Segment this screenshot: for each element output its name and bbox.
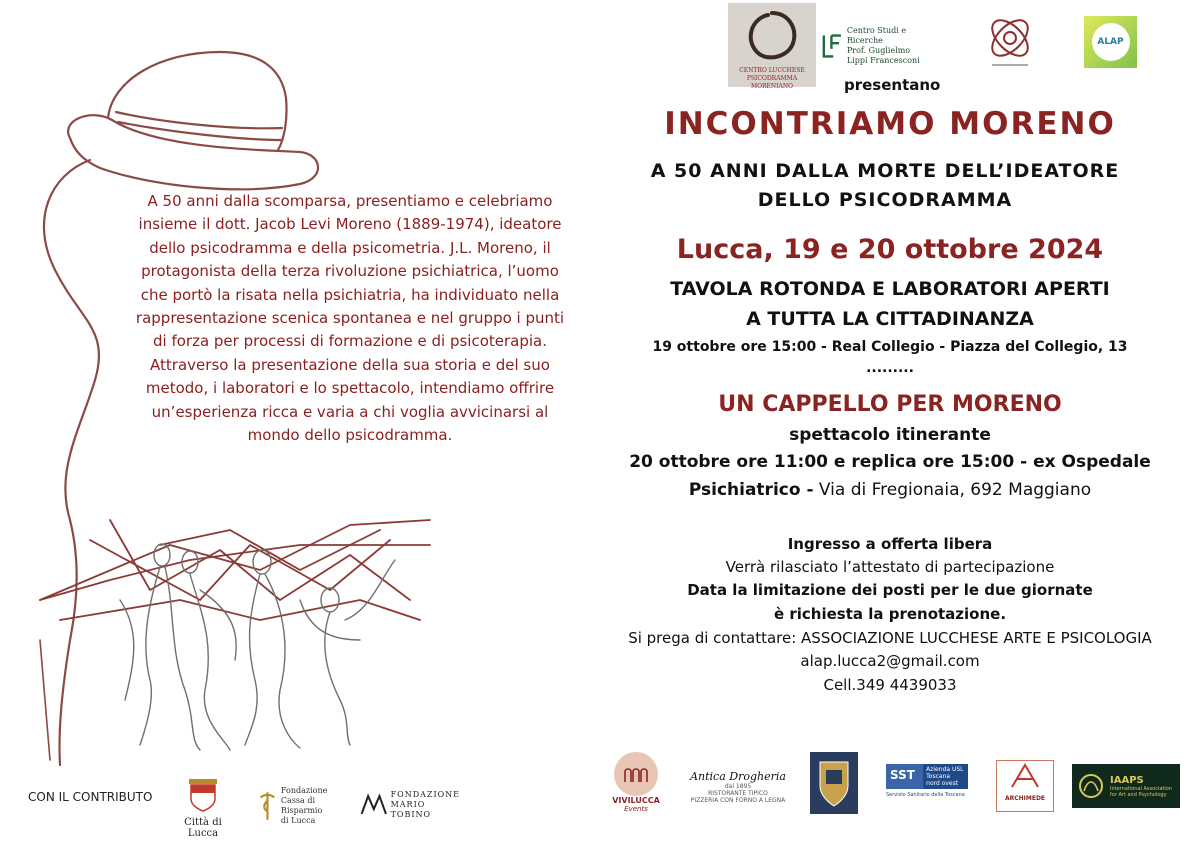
presentano: presentano: [844, 76, 941, 94]
studi-line-2: Prof. Guglielmo: [846, 46, 911, 55]
day2-rest: Via di Fregionaia, 692 Maggiano: [813, 480, 1092, 500]
tobino-line-2: MARIO TOBINO: [390, 800, 432, 819]
studi-line-3: Lippi Francesconi: [846, 56, 920, 65]
cassa-emblem-icon: [258, 786, 277, 826]
iaaps-logo: [1072, 764, 1180, 808]
vivilucca-logo: [610, 752, 662, 813]
iaaps-line-2: International Association: [1110, 785, 1172, 792]
lf-monogram-icon: [820, 31, 843, 61]
tobino-line-1: FONDAZIONE: [390, 790, 460, 799]
show-subtitle: spettacolo itinerante: [789, 425, 991, 445]
archimede-emblem-icon: [1008, 761, 1042, 791]
fondazione-cassa-logo: [258, 786, 348, 826]
contattare: Si prega di contattare: ASSOCIAZIONE LUCCHESE ARTE E PSICOLOGIA: [628, 629, 1152, 647]
psicodramma-knot-logo: [980, 12, 1040, 70]
sst-line-3: nord ovest: [926, 780, 959, 787]
iaaps-label: IAAPS: [1110, 774, 1144, 786]
drogheria-line-4: PIZZERIA CON FORNO A LEGNA: [690, 797, 786, 804]
hat-band: [116, 112, 282, 140]
iaaps-line-3: for Art and Psychology: [1110, 791, 1167, 798]
drogheria-line-3: RISTORANTE TIPICO: [708, 790, 768, 797]
sst-line-1: Azienda USL: [926, 766, 964, 773]
vivilucca-sub: Events: [624, 805, 648, 813]
contact-phone: Cell.349 4439033: [823, 676, 957, 694]
sst-label: SST: [886, 764, 923, 789]
antica-drogheria-logo: [688, 770, 788, 804]
attestato: Verrà rilasciato l’attestato di partecipazione: [725, 558, 1055, 576]
studi-line-1: Centro Studi e Ricerche: [846, 26, 907, 45]
contributo-label: CON IL CONTRIBUTO: [28, 790, 153, 804]
ingresso: Ingresso a offerta libera: [787, 535, 993, 553]
day2-line-1: 20 ottobre ore 11:00 e replica ore 15:00 - ex Ospedale: [629, 452, 1151, 472]
day1-details: 19 ottobre ore 15:00 - Real Collegio - Piazza del Collegio, 13: [652, 339, 1128, 355]
archimede-logo: [996, 760, 1054, 812]
intro-paragraph: A 50 anni dalla scomparsa, presentiamo e celebriamo insieme il dott. Jacob Levi Moreno (1889-1974), ideatore dello psicodramma e della psicometria. J.L. Moreno, il protagonista della terza rivoluzione psichiatrica, l’uomo che portò la risata nella psichiatria, ha individuato nella rappresentazione scenica spontanea e nel gruppo i punti di forza per processi di formazione e di psicoterapia. Attraverso la presentazione della sua storia e del suo metodo, i laboratori e lo spettacolo, intendiamo offrire un’esperienza ricca e varia a chi voglia avvicinarsi al mondo dello psicodramma.: [135, 192, 565, 445]
hat-brim: [68, 115, 318, 189]
sst-logo: [886, 764, 968, 806]
subtitle-line-1: A 50 ANNI DALLA MORTE DELL’IDEATORE: [650, 160, 1120, 182]
stemma-logo: [810, 752, 858, 814]
fondazione-tobino-logo: [360, 790, 460, 820]
sst-line-4: Servizio Sanitario della Toscana: [886, 792, 965, 798]
day2-line-2: [600, 480, 1180, 500]
day2-bold: Psichiatrico -: [688, 480, 814, 500]
sst-line-2: Toscana: [926, 773, 951, 780]
enso-circle-icon: [744, 7, 800, 63]
citta-di-lucca-logo: [168, 775, 238, 839]
shield-icon: [810, 752, 858, 814]
arches-icon: [623, 764, 649, 784]
tavola-line-1: TAVOLA ROTONDA E LABORATORI APERTI: [670, 278, 1110, 300]
cassa-line-2: Cassa di Risparmio: [280, 796, 323, 815]
archimede-label: ARCHIMEDE: [1004, 795, 1046, 802]
contact-email[interactable]: alap.lucca2@gmail.com: [800, 652, 980, 670]
subtitle-line-2: DELLO PSICODRAMMA: [757, 189, 1013, 211]
drogheria-name: Antica Drogheria: [690, 770, 786, 783]
alap-logo: [1084, 16, 1137, 68]
flowing-line: [44, 160, 99, 765]
limitazione: Data la limitazione dei posti per le due giornate: [687, 581, 1093, 599]
cassa-line-3: di Lucca: [280, 816, 316, 825]
centro-studi-logo: [820, 26, 940, 66]
tavola-line-2: A TUTTA LA CITTADINANZA: [746, 308, 1034, 330]
vivilucca-label: VIVILUCCA: [612, 796, 660, 805]
centro-line-1: CENTRO LUCCHESE: [739, 67, 805, 74]
hat-crown: [108, 52, 287, 150]
tobino-monogram-icon: [360, 790, 388, 820]
alap-label: ALAP: [1092, 23, 1130, 61]
drogheria-since: dal 1895: [724, 783, 752, 790]
prenotazione: è richiesta la prenotazione.: [773, 605, 1007, 623]
show-title: UN CAPPELLO PER MORENO: [718, 392, 1062, 417]
lucca-crest-icon: [183, 775, 223, 813]
centro-lucchese-logo: [728, 3, 816, 90]
event-title: INCONTRIAMO MORENO: [664, 106, 1116, 142]
place-date: Lucca, 19 e 20 ottobre 2024: [676, 234, 1104, 265]
iaaps-emblem-icon: [1076, 771, 1106, 801]
dots-separator: .........: [866, 360, 914, 376]
cassa-line-1: Fondazione: [280, 786, 328, 795]
citta-label: Città di Lucca: [184, 817, 222, 839]
centro-line-2: PSICODRAMMA MORENIANO: [746, 75, 798, 90]
